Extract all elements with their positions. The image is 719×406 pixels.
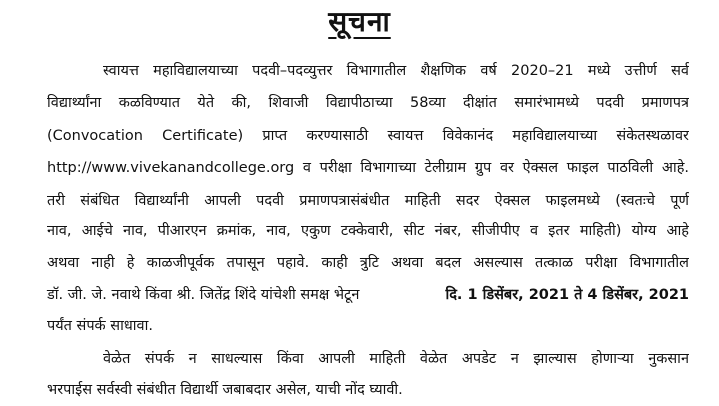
paragraph1-line8-text: डॉ. जी. जे. नवाथे किंवा श्री. जितेंद्र शिंदे यांचेशी समक्ष भेटून: [47, 287, 360, 303]
paragraph2-line1: वेळेत संपर्क न साधल्यास किंवा आपली माहिती वेळेत अपडेट न झाल्यास होणाऱ्या नुकसान: [103, 351, 689, 367]
paragraph1-line1: स्वायत्त महाविद्यालयाच्या पदवी–पदव्युत्तर विभागातील शैक्षणिक वर्ष 2020–21 मध्ये उत्तीर्ण सर्व: [103, 63, 689, 79]
paragraph1-line8: [47, 284, 689, 306]
paragraph2-line2: भरपाईस सर्वस्वी संबंधीत विद्यार्थी जबाबदार असेल, याची नोंद घ्यावी.: [47, 382, 403, 398]
paragraph1-line5: तरी संबंधित विद्यार्थ्यांनी आपली पदवी प्रमाणपत्रासंबंधीत माहिती सदर ऐक्सल फाइलमध्ये (स्वतःचे पूर्ण: [47, 193, 689, 209]
paragraph1-line9: पर्यंत संपर्क साधावा.: [47, 318, 153, 334]
paragraph1-line4: http://www.vivekanandcollege.org व परीक्षा विभागाच्या टेलीग्राम ग्रुप वर ऐक्सल फाइल पाठविली आहे.: [47, 160, 689, 176]
paragraph1-line2: विद्यार्थ्यांना कळविण्यात येते की, शिवाजी विद्यापीठाच्या 58व्या दीक्षांत समारंभामध्ये पदवी प्रमाणपत्र: [47, 95, 689, 111]
paragraph1-line7: अथवा नाही हे काळजीपूर्वक तपासून पहावे. काही त्रुटि अथवा बदल असल्यास तत्काळ परीक्षा विभागातील: [47, 255, 689, 271]
paragraph1-line6: नाव, आईचे नाव, पीआरएन क्रमांक, नाव, एकुण टक्केवारी, सीट नंबर, सीजीपीए व इतर माहिती) योग्य आहे: [47, 223, 689, 239]
paragraph1-date-range: दि. 1 डिसेंबर, 2021 ते 4 डिसेंबर, 2021: [445, 287, 689, 303]
paragraph1-line3: (Convocation Certificate) प्राप्त करण्यासाठी स्वायत्त विवेकानंद महाविद्यालयाच्या संकेतस्थळावर: [47, 128, 689, 144]
notice-title: सूचना: [328, 5, 391, 38]
